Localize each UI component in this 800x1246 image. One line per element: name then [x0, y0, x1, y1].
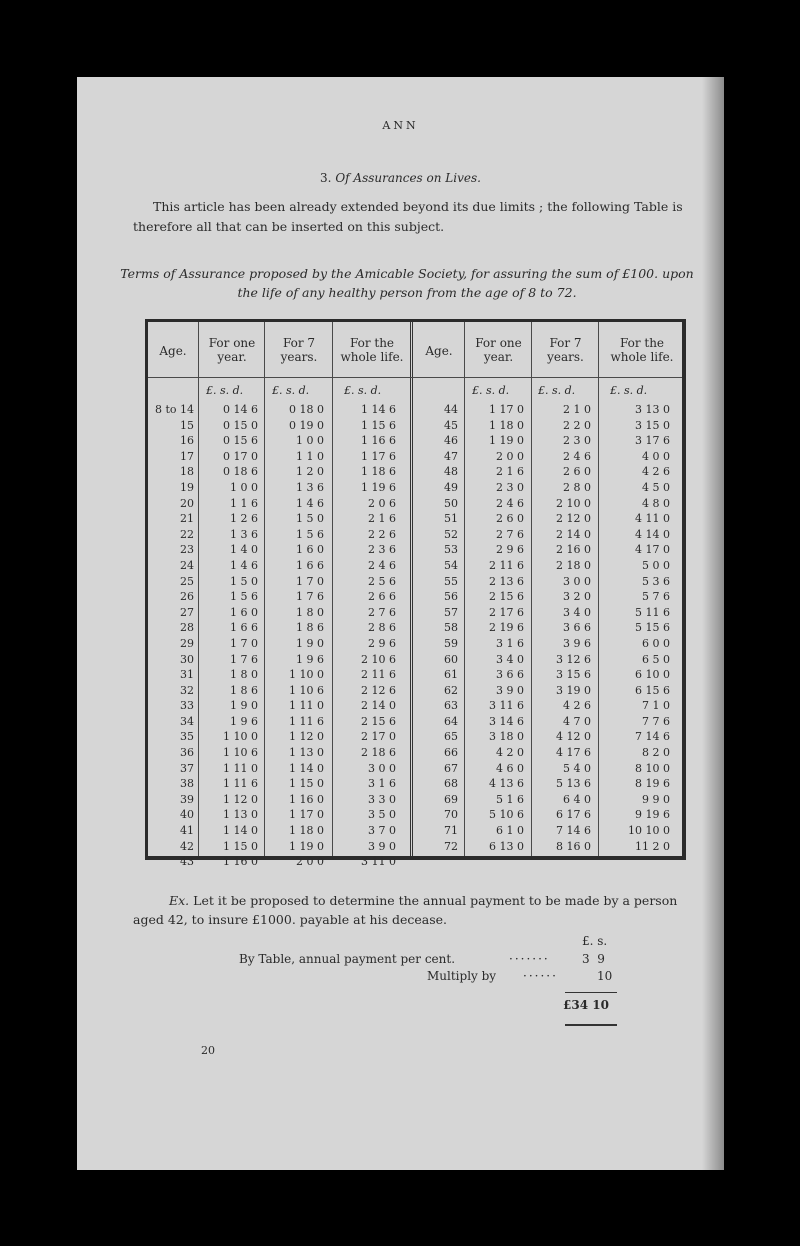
- table-cell: 23: [180, 543, 194, 557]
- units-label: £. s. d.: [206, 384, 244, 397]
- table-cell: 1 17 6: [361, 449, 396, 463]
- table-cell: 2 15 6: [489, 590, 524, 604]
- table-cell: 33: [180, 699, 194, 713]
- table-cell: 2 12 6: [361, 683, 396, 697]
- table-cell: 3 1 6: [496, 636, 524, 650]
- table-cell: 3 19 0: [556, 683, 591, 697]
- calc-leader: ·······: [509, 952, 550, 966]
- table-cell: 0 17 0: [223, 449, 258, 463]
- table-cell: 10 10 0: [628, 824, 670, 838]
- table-cell: 1 8 6: [296, 621, 324, 635]
- table-cell: 5 15 6: [635, 621, 670, 635]
- table-cell: 24: [180, 558, 194, 572]
- table-cell: 45: [444, 418, 458, 432]
- table-cell: 1 14 0: [289, 761, 324, 775]
- one-year-column-left: [200, 402, 258, 870]
- table-cell: 2 2 6: [368, 527, 396, 541]
- calc-result: £34 10: [563, 998, 609, 1012]
- table-cell: 2 19 6: [489, 621, 524, 635]
- table-cell: 59: [444, 636, 458, 650]
- seven-years-column-left: [266, 402, 324, 870]
- calc-units: £. s.: [582, 934, 608, 948]
- table-cell: 43: [180, 855, 194, 869]
- units-label: £. s. d.: [538, 384, 576, 397]
- table-cell: 69: [444, 792, 458, 806]
- table-cell: 8 to 14: [154, 403, 194, 416]
- table-cell: 7 14 6: [556, 824, 591, 838]
- table-cell: 36: [180, 746, 194, 760]
- table-cell: 1 2 6: [230, 512, 258, 526]
- table-cell: 1 18 0: [489, 418, 524, 432]
- table-cell: 58: [444, 621, 458, 635]
- table-cell: 4 2 0: [496, 746, 524, 760]
- table-cell: 3 2 0: [563, 590, 591, 604]
- table-cell: 4 11 0: [635, 512, 670, 526]
- table-cell: 3 9 6: [563, 636, 591, 650]
- table-cell: 1 12 0: [289, 730, 324, 744]
- table-cell: 49: [444, 480, 458, 494]
- table-cell: 4 2 6: [642, 465, 670, 479]
- table-cell: 1 19 0: [289, 839, 324, 853]
- table-cell: 1 15 6: [361, 418, 396, 432]
- table-cell: 4 7 0: [563, 714, 591, 728]
- header-one-year: For one year.: [475, 336, 522, 364]
- table-cell: 1 12 0: [223, 792, 258, 806]
- table-cell: 3 7 0: [368, 824, 396, 838]
- table-cell: 4 5 0: [642, 480, 670, 494]
- table-cell: 2 14 0: [556, 527, 591, 541]
- table-cell: 3 9 0: [496, 683, 524, 697]
- table-cell: 62: [444, 683, 458, 697]
- table-cell: 2 18 0: [556, 558, 591, 572]
- table-cell: 2 11 6: [361, 668, 396, 682]
- table-cell: 2 9 6: [368, 636, 396, 650]
- header-whole-life: For the whole life.: [340, 336, 404, 364]
- table-cell: 1 11 6: [223, 777, 258, 791]
- table-cell: 3 15 0: [635, 418, 670, 432]
- table-cell: 2 4 6: [496, 496, 524, 510]
- section-number: 3.: [320, 171, 332, 185]
- table-cell: 3 0 0: [368, 761, 396, 775]
- table-cell: 8 2 0: [642, 746, 670, 760]
- table-cell: 2 1 0: [563, 403, 591, 416]
- table-cell: 1 10 6: [289, 683, 324, 697]
- table-cell: 4 17 0: [635, 543, 670, 557]
- table-cell: 3 14 6: [489, 714, 524, 728]
- table-cell: 4 8 0: [642, 496, 670, 510]
- table-cell: 0 14 6: [223, 403, 258, 416]
- units-label: £. s. d.: [472, 384, 510, 397]
- age-column-left: [148, 402, 194, 870]
- running-header: ANN: [382, 119, 419, 132]
- table-cell: 3 0 0: [563, 574, 591, 588]
- table-cell: 25: [180, 574, 194, 588]
- table-cell: 2 11 6: [489, 558, 524, 572]
- table-cell: 0 19 0: [289, 418, 324, 432]
- table-cell: 38: [180, 777, 194, 791]
- header-one-year: For one year.: [208, 336, 256, 364]
- table-cell: 1 5 6: [230, 590, 258, 604]
- table-cell: 2 10 6: [361, 652, 396, 666]
- table-cell: 64: [444, 714, 458, 728]
- table-cell: 72: [444, 839, 458, 853]
- one-year-column-right: [466, 402, 524, 854]
- table-cell: 15: [180, 418, 194, 432]
- header-age: Age.: [159, 344, 187, 358]
- table-cell: 3 4 0: [563, 605, 591, 619]
- table-cell: 1 5 0: [296, 512, 324, 526]
- table-cell: 1 5 6: [296, 527, 324, 541]
- table-cell: 1 1 0: [296, 449, 324, 463]
- table-cell: 1 11 0: [289, 699, 324, 713]
- calc-line2-value: 10: [597, 969, 613, 983]
- table-cell: 1 9 0: [230, 699, 258, 713]
- table-cell: 1 3 6: [230, 527, 258, 541]
- table-cell: 1 4 6: [296, 496, 324, 510]
- table-cell: 22: [180, 527, 194, 541]
- table-cell: 2 3 0: [496, 480, 524, 494]
- age-column-right: [412, 402, 458, 854]
- table-cell: 1 7 0: [230, 636, 258, 650]
- table-cell: 2 5 6: [368, 574, 396, 588]
- table-cell: 47: [444, 449, 458, 463]
- table-cell: 40: [180, 808, 194, 822]
- table-cell: 46: [444, 434, 458, 448]
- table-cell: 7 14 6: [635, 730, 670, 744]
- table-cell: 1 9 6: [230, 714, 258, 728]
- table-cell: 1 6 6: [230, 621, 258, 635]
- table-cell: 2 6 0: [496, 512, 524, 526]
- table-cell: 54: [444, 558, 458, 572]
- table-cell: 3 17 6: [635, 434, 670, 448]
- table-cell: 2 4 6: [368, 558, 396, 572]
- table-cell: 1 11 6: [289, 714, 324, 728]
- table-cell: 21: [180, 512, 194, 526]
- table-cell: 39: [180, 792, 194, 806]
- calc-line1-value: 3 9: [582, 952, 605, 966]
- table-cell: 63: [444, 699, 458, 713]
- table-cell: 4 2 6: [563, 699, 591, 713]
- table-cell: 1 1 6: [230, 496, 258, 510]
- table-cell: 2 15 6: [361, 714, 396, 728]
- table-cell: 30: [180, 652, 194, 666]
- table-cell: 3 9 0: [368, 839, 396, 853]
- table-cell: 1 15 0: [223, 839, 258, 853]
- table-cell: 1 16 0: [289, 792, 324, 806]
- table-cell: 65: [444, 730, 458, 744]
- table-cell: 42: [180, 839, 194, 853]
- table-cell: 20: [180, 496, 194, 510]
- units-label: £. s. d.: [610, 384, 648, 397]
- table-cell: 8 10 0: [635, 761, 670, 775]
- column-rule: [198, 322, 199, 856]
- table-cell: 1 6 0: [296, 543, 324, 557]
- table-cell: 32: [180, 683, 194, 697]
- table-cell: 3 6 6: [563, 621, 591, 635]
- table-cell: 1 8 6: [230, 683, 258, 697]
- table-cell: 5 0 0: [642, 558, 670, 572]
- table-cell: 2 1 6: [496, 465, 524, 479]
- table-cell: 2 8 0: [563, 480, 591, 494]
- section-title: Of Assurances on Lives.: [335, 171, 481, 185]
- whole-life-column-right: [600, 402, 670, 854]
- header-age: Age.: [425, 344, 453, 358]
- table-cell: 1 13 0: [289, 746, 324, 760]
- table-cell: 17: [180, 449, 194, 463]
- column-rule: [264, 322, 265, 856]
- table-cell: 28: [180, 621, 194, 635]
- table-cell: 2 6 0: [563, 465, 591, 479]
- table-cell: 1 17 0: [289, 808, 324, 822]
- table-cell: 3 6 6: [496, 668, 524, 682]
- table-cell: 9 19 6: [635, 808, 670, 822]
- table-cell: 3 15 6: [556, 668, 591, 682]
- table-cell: 1 7 6: [296, 590, 324, 604]
- table-cell: 8 16 0: [556, 839, 591, 853]
- table-cell: 1 18 0: [289, 824, 324, 838]
- book-page: [77, 77, 724, 1170]
- table-cell: 3 5 0: [368, 808, 396, 822]
- table-cell: 2 6 6: [368, 590, 396, 604]
- table-cell: 1 11 0: [223, 761, 258, 775]
- table-cell: 2 18 6: [361, 746, 396, 760]
- table-cell: 52: [444, 527, 458, 541]
- table-cell: 2 0 0: [296, 855, 324, 869]
- table-cell: 1 7 0: [296, 574, 324, 588]
- table-cell: 2 16 0: [556, 543, 591, 557]
- table-cell: 68: [444, 777, 458, 791]
- header-seven-years: For 7 years.: [547, 336, 584, 364]
- table-cell: 5 7 6: [642, 590, 670, 604]
- table-cell: 53: [444, 543, 458, 557]
- table-cell: 5 1 6: [496, 792, 524, 806]
- table-cell: 18: [180, 465, 194, 479]
- header-seven-years: For 7 years.: [280, 336, 318, 364]
- table-cell: 1 10 0: [289, 668, 324, 682]
- table-cell: 41: [180, 824, 194, 838]
- table-cell: 1 16 6: [361, 434, 396, 448]
- table-cell: 2 17 0: [361, 730, 396, 744]
- table-cell: 4 13 6: [489, 777, 524, 791]
- table-cell: 71: [444, 824, 458, 838]
- table-cell: 2 12 0: [556, 512, 591, 526]
- table-cell: 2 3 6: [368, 543, 396, 557]
- section-heading: [77, 171, 724, 185]
- table-cell: 29: [180, 636, 194, 650]
- table-cell: 6 1 0: [496, 824, 524, 838]
- table-cell: 1 14 6: [361, 403, 396, 416]
- example-label: Ex.: [169, 893, 190, 908]
- table-cell: 66: [444, 746, 458, 760]
- calc-rule: [565, 992, 617, 993]
- table-cell: 1 8 0: [230, 668, 258, 682]
- column-rule: [464, 322, 465, 856]
- header-whole-life: For the whole life.: [610, 336, 674, 364]
- table-cell: 1 7 6: [230, 652, 258, 666]
- table-cell: 35: [180, 730, 194, 744]
- table-cell: 2 0 0: [496, 449, 524, 463]
- table-cell: 3 11 0: [361, 855, 396, 869]
- table-cell: 1 18 6: [361, 465, 396, 479]
- table-cell: 6 13 0: [489, 839, 524, 853]
- table-cell: 1 9 0: [296, 636, 324, 650]
- table-cell: 44: [444, 403, 458, 416]
- table-cell: 7 1 0: [642, 699, 670, 713]
- table-cell: 1 13 0: [223, 808, 258, 822]
- table-cell: 56: [444, 590, 458, 604]
- table-cell: 1 4 0: [230, 543, 258, 557]
- table-cell: 50: [444, 496, 458, 510]
- table-cell: 0 15 6: [223, 434, 258, 448]
- table-cell: 2 4 6: [563, 449, 591, 463]
- table-cell: 34: [180, 714, 194, 728]
- table-cell: 4 17 6: [556, 746, 591, 760]
- seven-years-column-right: [533, 402, 591, 854]
- table-cell: 11 2 0: [635, 839, 670, 853]
- table-cell: 1 14 0: [223, 824, 258, 838]
- table-cell: 1 9 6: [296, 652, 324, 666]
- table-cell: 48: [444, 465, 458, 479]
- table-cell: 4 14 0: [635, 527, 670, 541]
- table-cell: 2 7 6: [368, 605, 396, 619]
- table-cell: 5 3 6: [642, 574, 670, 588]
- table-cell: 3 13 0: [635, 403, 670, 416]
- table-cell: 1 8 0: [296, 605, 324, 619]
- table-cell: 2 9 6: [496, 543, 524, 557]
- table-cell: 1 4 6: [230, 558, 258, 572]
- column-rule: [531, 322, 532, 856]
- units-label: £. s. d.: [272, 384, 310, 397]
- table-cell: 1 2 0: [296, 465, 324, 479]
- table-cell: 57: [444, 605, 458, 619]
- table-cell: 2 7 6: [496, 527, 524, 541]
- table-cell: 6 5 0: [642, 652, 670, 666]
- header-rule: [148, 377, 682, 378]
- table-cell: 2 17 6: [489, 605, 524, 619]
- page-number: 20: [201, 1044, 215, 1057]
- table-cell: 0 18 0: [289, 403, 324, 416]
- calc-line2-label: Multiply by: [427, 969, 497, 983]
- table-cell: 1 10 0: [223, 730, 258, 744]
- table-cell: 60: [444, 652, 458, 666]
- table-cell: 1 6 0: [230, 605, 258, 619]
- table-cell: 27: [180, 605, 194, 619]
- table-cell: 2 14 0: [361, 699, 396, 713]
- table-cell: 51: [444, 512, 458, 526]
- intro-paragraph: This article has been already extended beyond its due limits ; the following Table is therefore all that can be inserted on this subject.: [133, 199, 683, 234]
- table-cell: 3 4 0: [496, 652, 524, 666]
- table-cell: 55: [444, 574, 458, 588]
- table-cell: 0 15 0: [223, 418, 258, 432]
- table-cell: 2 1 6: [368, 512, 396, 526]
- table-cell: 6 0 0: [642, 636, 670, 650]
- calc-line1-label: By Table, annual payment per cent.: [239, 952, 456, 966]
- column-rule: [598, 322, 599, 856]
- table-cell: 37: [180, 761, 194, 775]
- column-rule: [332, 322, 333, 856]
- table-cell: 1 17 0: [489, 403, 524, 416]
- calc-leader: ······: [523, 969, 558, 983]
- table-cell: 6 17 6: [556, 808, 591, 822]
- table-cell: 5 10 6: [489, 808, 524, 822]
- table-cell: 2 13 6: [489, 574, 524, 588]
- table-cell: 6 4 0: [563, 792, 591, 806]
- calc-rule: [565, 1024, 617, 1026]
- table-cell: 1 19 6: [361, 480, 396, 494]
- table-cell: 6 15 6: [635, 683, 670, 697]
- table-cell: 3 3 0: [368, 792, 396, 806]
- table-cell: 1 16 0: [223, 855, 258, 869]
- table-cell: 5 13 6: [556, 777, 591, 791]
- table-cell: 4 0 0: [642, 449, 670, 463]
- table-cell: 1 3 6: [296, 480, 324, 494]
- whole-life-column-left: [334, 402, 396, 870]
- table-cell: 2 2 0: [563, 418, 591, 432]
- table-cell: 4 12 0: [556, 730, 591, 744]
- table-cell: 1 0 0: [296, 434, 324, 448]
- table-cell: 9 9 0: [642, 792, 670, 806]
- table-cell: 2 10 0: [556, 496, 591, 510]
- table-cell: 1 5 0: [230, 574, 258, 588]
- table-cell: 61: [444, 668, 458, 682]
- table-cell: 16: [180, 434, 194, 448]
- table-cell: 3 11 6: [489, 699, 524, 713]
- example-text: Let it be proposed to determine the annual payment to be made by a person aged 42, to insure £1000. payable at his decease.: [133, 893, 678, 927]
- table-cell: 2 8 6: [368, 621, 396, 635]
- table-cell: 2 3 0: [563, 434, 591, 448]
- table-caption: Terms of Assurance proposed by the Amicable Society, for assuring the sum of £100. upon the life of any healthy person from the age of 8 to 72.: [120, 266, 694, 300]
- table-cell: 1 15 0: [289, 777, 324, 791]
- table-cell: 70: [444, 808, 458, 822]
- table-cell: 5 11 6: [635, 605, 670, 619]
- table-cell: 26: [180, 590, 194, 604]
- table-cell: 7 7 6: [642, 714, 670, 728]
- table-cell: 8 19 6: [635, 777, 670, 791]
- units-label: £. s. d.: [344, 384, 382, 397]
- table-cell: 4 6 0: [496, 761, 524, 775]
- table-cell: 1 19 0: [489, 434, 524, 448]
- table-cell: 19: [180, 480, 194, 494]
- assurance-table: [145, 319, 686, 869]
- table-cell: 1 0 0: [230, 480, 258, 494]
- table-cell: 3 12 6: [556, 652, 591, 666]
- table-cell: 3 18 0: [489, 730, 524, 744]
- table-cell: 0 18 6: [223, 465, 258, 479]
- table-cell: 67: [444, 761, 458, 775]
- table-cell: 5 4 0: [563, 761, 591, 775]
- table-cell: 1 10 6: [223, 746, 258, 760]
- table-cell: 1 6 6: [296, 558, 324, 572]
- table-cell: 2 0 6: [368, 496, 396, 510]
- table-cell: 6 10 0: [635, 668, 670, 682]
- table-cell: 31: [180, 668, 194, 682]
- table-cell: 3 1 6: [368, 777, 396, 791]
- example-paragraph: [133, 891, 693, 929]
